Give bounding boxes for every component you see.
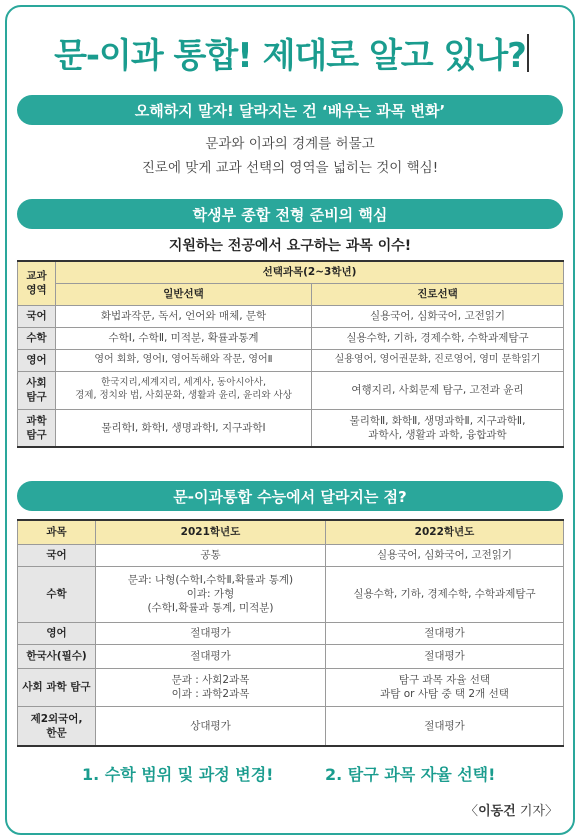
row-2021: 절대평가 (96, 644, 326, 668)
row-2022: 실용수학, 기하, 경제수학, 수학과제탐구 (326, 566, 564, 622)
section1-line2: 진로에 맞게 교과 선택의 영역을 넓히는 것이 핵심! (141, 160, 439, 176)
row-area: 과학 탐구 (18, 409, 56, 447)
row-2022: 실용국어, 심화국어, 고전읽기 (326, 544, 564, 566)
row-general: 수학Ⅰ, 수학Ⅱ, 미적분, 확률과통계 (56, 327, 312, 349)
row-career: 실용국어, 심화국어, 고전읽기 (312, 305, 564, 327)
row-2021: 절대평가 (96, 622, 326, 644)
byline-open: 〈 (465, 804, 479, 819)
table-row (18, 622, 564, 644)
row-2022: 절대평가 (326, 622, 564, 644)
row-area: 국어 (18, 305, 56, 327)
row-subject: 영어 (18, 622, 96, 644)
row-general: 영어 회화, 영어Ⅰ, 영어독해와 작문, 영어Ⅱ (56, 349, 312, 371)
row-area: 사회 탐구 (18, 371, 56, 409)
byline (465, 800, 558, 819)
page-title: 문-이과 통합! 제대로 알고 있나? (54, 36, 526, 76)
row-career: 실용수학, 기하, 경제수학, 수학과제탐구 (312, 327, 564, 349)
row-general: 물리학Ⅰ, 화학Ⅰ, 생명과학Ⅰ, 지구과학Ⅰ (56, 409, 312, 447)
row-subject: 사회 과학 탐구 (18, 668, 96, 706)
col-area-header: 교과 영역 (18, 261, 56, 305)
row-subject: 수학 (18, 566, 96, 622)
table-row (18, 644, 564, 668)
row-2022: 탐구 과목 자율 선택 과탐 or 사탐 중 택 2개 선택 (326, 668, 564, 706)
title-divider (527, 34, 529, 72)
section1-heading: 오해하지 말자! 달라지는 건 ‘배우는 과목 변화’ (17, 95, 563, 125)
table-row (18, 668, 564, 706)
table-row (18, 349, 564, 371)
table-row (18, 371, 564, 409)
row-2022: 절대평가 (326, 644, 564, 668)
row-subject: 한국사(필수) (18, 644, 96, 668)
row-2021: 상대평가 (96, 706, 326, 746)
table-row (18, 544, 564, 566)
section1-line1: 문과와 이과의 경계를 허물고 (205, 136, 375, 152)
section3-heading: 문-이과통합 수능에서 달라지는 점? (17, 481, 563, 511)
table-row (18, 305, 564, 327)
col-2021-header: 2021학년도 (96, 520, 326, 544)
section2-heading: 학생부 종합 전형 준비의 핵심 (17, 199, 563, 229)
col-2022-header: 2022학년도 (326, 520, 564, 544)
table-row (18, 409, 564, 447)
row-career: 실용영어, 영어권문화, 진로영어, 영미 문학읽기 (312, 349, 564, 371)
row-career: 물리학Ⅱ, 화학Ⅱ, 생명과학Ⅱ, 지구과학Ⅱ, 과학사, 생활과 과학, 융합과학 (312, 409, 564, 447)
row-subject: 국어 (18, 544, 96, 566)
row-area: 영어 (18, 349, 56, 371)
exam-table (17, 519, 564, 747)
table-row (18, 327, 564, 349)
summary-point-2: 2. 탐구 과목 자율 선택! (325, 765, 496, 784)
table-row (18, 706, 564, 746)
col-career-header: 진로선택 (312, 283, 564, 305)
row-area: 수학 (18, 327, 56, 349)
byline-role: 기자〉 (515, 804, 558, 819)
col-group-header: 선택과목(2~3학년) (56, 261, 564, 283)
row-general: 한국지리,세계지리, 세계사, 동아시아사, 경제, 정치와 법, 사회문화, 생활과 윤리, 윤리와 사상 (56, 371, 312, 409)
col-subject-header: 과목 (18, 520, 96, 544)
section2-subheading: 지원하는 전공에서 요구하는 과목 이수! (168, 238, 412, 254)
table-row (18, 566, 564, 622)
course-table (17, 260, 564, 448)
row-career: 여행지리, 사회문제 탐구, 고전과 윤리 (312, 371, 564, 409)
row-general: 화법과작문, 독서, 언어와 매체, 문학 (56, 305, 312, 327)
row-subject: 제2외국어, 한문 (18, 706, 96, 746)
row-2021: 문과 : 사회2과목 이과 : 과학2과목 (96, 668, 326, 706)
col-general-header: 일반선택 (56, 283, 312, 305)
byline-name: 이동건 (478, 804, 516, 819)
row-2021: 문과: 나형(수학Ⅰ,수학Ⅱ,확률과 통계) 이과: 가형 (수학Ⅰ,확률과 통계, 미적분) (96, 566, 326, 622)
row-2021: 공통 (96, 544, 326, 566)
row-2022: 절대평가 (326, 706, 564, 746)
summary-point-1: 1. 수학 범위 및 과정 변경! (82, 765, 274, 784)
